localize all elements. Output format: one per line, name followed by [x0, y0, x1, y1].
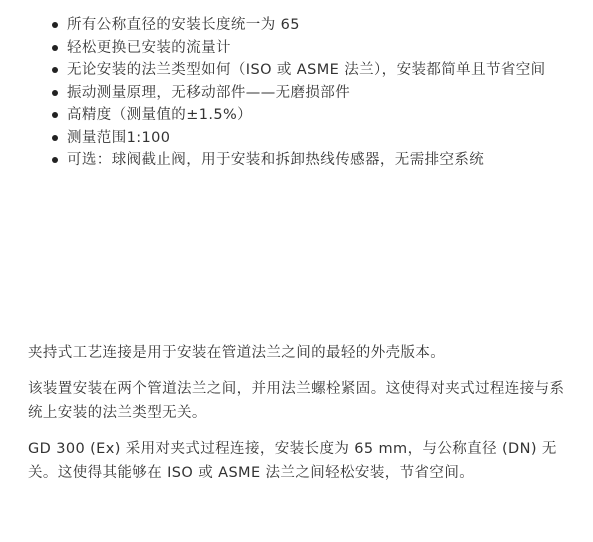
bullet-icon [52, 22, 58, 28]
feature-text: 轻松更换已安装的流量计 [67, 39, 231, 56]
list-item [28, 14, 588, 37]
feature-text: 所有公称直径的安装长度统一为 65 [67, 17, 300, 33]
list-item [28, 149, 588, 172]
bullet-icon [52, 90, 58, 96]
list-item [28, 82, 588, 105]
feature-text: 振动测量原理，无移动部件——无磨损部件 [67, 84, 351, 101]
bullet-icon [52, 67, 58, 73]
bullet-icon [52, 112, 58, 118]
paragraph: 该装置安装在两个管道法兰之间，并用法兰螺栓紧固。这使得对夹式过程连接与系统上安装的法兰类型无关。 [28, 380, 565, 421]
paragraph: GD 300 (Ex) 采用对夹式过程连接，安装长度为 65 mm，与公称直径 (DN) 无关。这使得其能够在 ISO 或 ASME 法兰之间轻松安装，节省空间。 [28, 440, 557, 481]
feature-list [28, 14, 588, 172]
feature-text: 可选：球阀截止阀，用于安装和拆卸热线传感器，无需排空系统 [67, 152, 485, 168]
list-item [28, 59, 588, 82]
list-item [28, 104, 588, 127]
feature-text: 测量范围1:100 [67, 129, 171, 146]
paragraph: 夹持式工艺连接是用于安装在管道法兰之间的最轻的外壳版本。 [28, 345, 446, 361]
bullet-icon [52, 157, 58, 163]
list-item [28, 127, 588, 150]
feature-text: 无论安装的法兰类型如何（ISO 或 ASME 法兰），安装都简单且节省空间 [67, 62, 546, 78]
description [28, 341, 576, 497]
bullet-icon [52, 135, 58, 141]
bullet-icon [52, 45, 58, 51]
feature-text: 高精度（测量值的±1.5%） [67, 107, 253, 123]
list-item [28, 37, 588, 60]
